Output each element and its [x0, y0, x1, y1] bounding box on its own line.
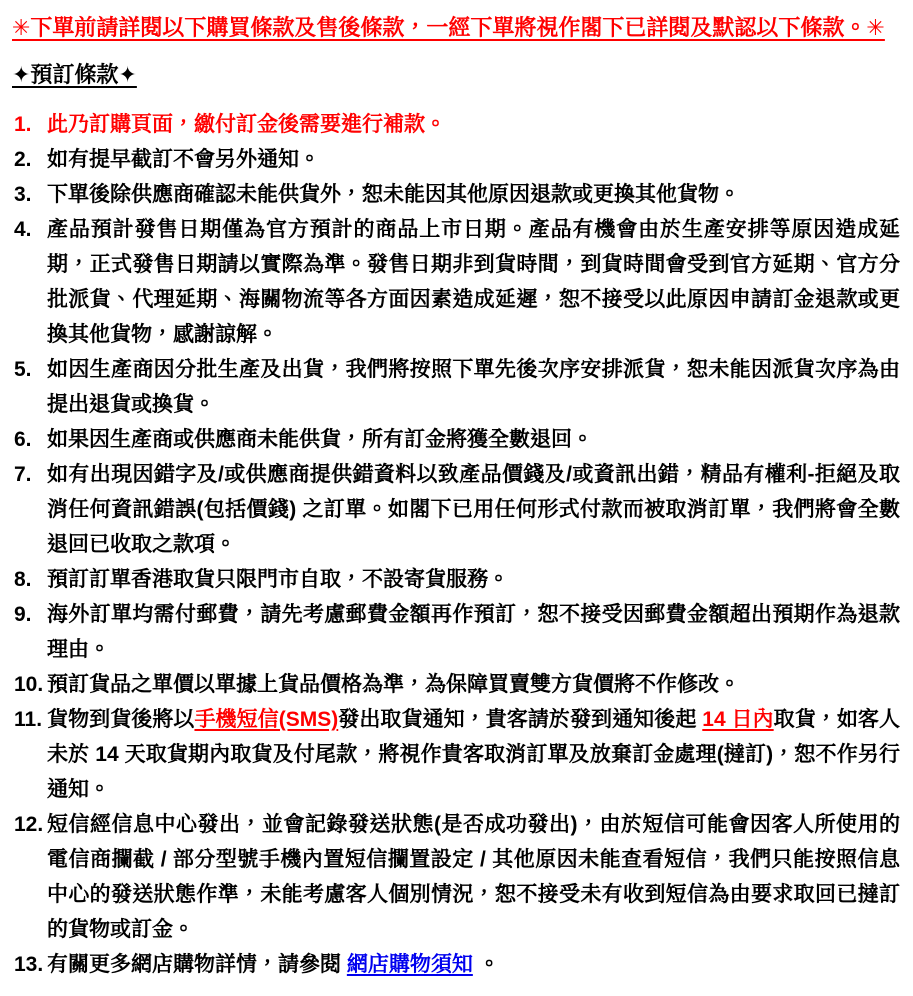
term-item [10, 177, 900, 212]
term-segment: 貨物到貨後將以 [47, 708, 195, 731]
term-item [10, 422, 900, 457]
term-text [47, 702, 900, 807]
term-number: 10. [14, 673, 44, 696]
term-item [10, 107, 900, 142]
term-text [47, 807, 900, 947]
term-segment: 如果因生產商或供應商未能供貨，所有訂金將獲全數退回。 [47, 428, 593, 451]
term-number: 5. [14, 358, 32, 381]
term-number: 11. [14, 708, 43, 731]
term-segment: 發出取貨通知，貴客請於發到通知後起 [338, 708, 703, 731]
term-item [10, 562, 900, 597]
term-segment: 海外訂單均需付郵費，請先考慮郵費金額再作預訂，恕不接受因郵費金額超出預期作為退款理由。 [47, 603, 900, 661]
term-segment: 有關更多網店購物詳情，請參閱 [47, 953, 347, 976]
term-segment: 如有出現因錯字及/或供應商提供錯資料以致產品價錢及/或資訊出錯，精品有權利-拒絕及取消任何資訊錯誤(包括價錢) 之訂單。如閣下已用任何形式付款而被取消訂單，我們將會全數退回已收取之款項。 [47, 463, 900, 556]
term-segment: 取貨，如客人未於 14 天取貨期內取貨及付尾款，將視作貴客取消訂單及放棄訂金處理(撻訂)，恕不作另行通知。 [47, 708, 900, 801]
term-number: 8. [14, 568, 32, 591]
term-segment: 預訂訂單香港取貨只限門市自取，不設寄貨服務。 [47, 568, 509, 591]
term-number: 4. [14, 218, 32, 241]
term-item [10, 457, 900, 562]
term-number: 7. [14, 463, 32, 486]
term-text [47, 947, 900, 982]
term-text [47, 457, 900, 562]
term-number: 9. [14, 603, 32, 626]
term-text [47, 177, 900, 212]
sms-notice-highlight: 手機短信(SMS) [194, 708, 339, 731]
term-text [47, 142, 900, 177]
term-segment: 預訂貨品之單價以單據上貨品價格為準，為保障買賣雙方貨價將不作修改。 [47, 673, 740, 696]
term-item [10, 142, 900, 177]
term-text [47, 667, 900, 702]
term-segment: 產品預計發售日期僅為官方預計的商品上市日期。產品有機會由於生產安排等原因造成延期，正式發售日期請以實際為準。發售日期非到貨時間，到貨時間會受到官方延期、官方分批派貨、代理延期、海關物流等各方面因素造成延遲，恕不接受以此原因申請訂金退款或更換其他貨物，感謝諒解。 [47, 218, 900, 346]
term-item [10, 947, 900, 982]
term-number: 13. [14, 953, 44, 976]
term-text [47, 352, 900, 422]
term-text [47, 212, 900, 352]
terms-list [10, 107, 900, 982]
term-item [10, 352, 900, 422]
term-item [10, 702, 900, 807]
shop-guide-link[interactable]: 網店購物須知 [346, 953, 473, 976]
term-text [47, 562, 900, 597]
term-number: 1. [14, 113, 32, 136]
term-text [47, 422, 900, 457]
term-segment: 短信經信息中心發出，並會記錄發送狀態(是否成功發出)，由於短信可能會因客人所使用的電信商攔截 / 部分型號手機內置短信攔置設定 / 其他原因未能查看短信，我們只能按照信息中心的發送狀態作準，未能考慮客人個別情況，恕不接受未有收到短信為由要求取回已撻訂的貨物或訂金。 [47, 813, 900, 941]
section-title: ✦預訂條款✦ [12, 62, 137, 87]
term-segment: 如有提早截訂不會另外通知。 [47, 148, 320, 171]
term-number: 3. [14, 183, 32, 206]
term-item [10, 667, 900, 702]
pre-order-notice: ✳下單前請詳閱以下購買條款及售後條款，一經下單將視作閣下已詳閱及默認以下條款。✳ [12, 15, 885, 40]
term-segment: 此乃訂購頁面，繳付訂金後需要進行補款。 [47, 113, 446, 136]
term-text [47, 107, 900, 142]
term-segment: 下單後除供應商確認未能供貨外，恕未能因其他原因退款或更換其他貨物。 [47, 183, 740, 206]
term-item [10, 807, 900, 947]
term-item [10, 597, 900, 667]
fourteen-days-highlight: 14 日內 [702, 708, 774, 731]
term-segment: 。 [472, 953, 500, 976]
term-text [47, 597, 900, 667]
term-item [10, 212, 900, 352]
term-number: 12. [14, 813, 44, 836]
pre-order-terms-page [10, 13, 900, 982]
term-number: 2. [14, 148, 32, 171]
term-number: 6. [14, 428, 32, 451]
term-segment: 如因生產商因分批生產及出貨，我們將按照下單先後次序安排派貨，恕未能因派貨次序為由提出退貨或換貨。 [47, 358, 900, 416]
